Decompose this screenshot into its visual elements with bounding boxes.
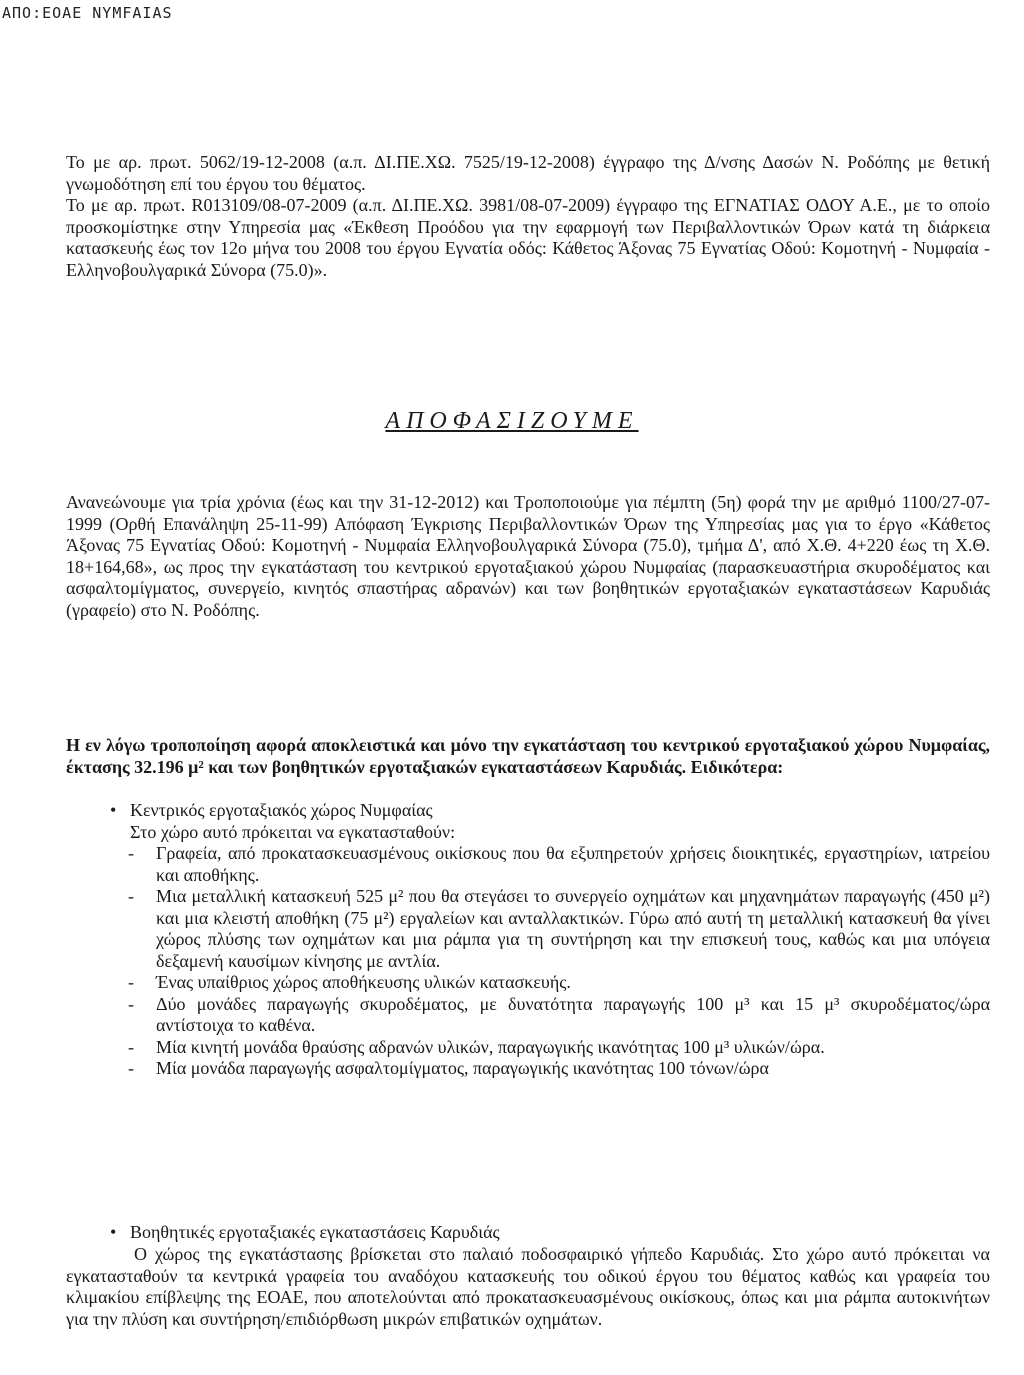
- intro-block: [66, 152, 990, 281]
- decision-block: [66, 492, 990, 621]
- list-item-text: Γραφεία, από προκατασκευασμένους οικίσκους που θα εξυπηρετούν χρήσεις διοικητικές, εργαστηρίων, ιατρείου και αποθήκης.: [156, 843, 990, 885]
- bullet-icon: •: [110, 800, 117, 820]
- fax-header: ΑΠΟ:ΕΟΑΕ NYMFAIAS: [2, 4, 173, 22]
- dash-icon: -: [128, 993, 134, 1014]
- list-item: [128, 1058, 990, 1080]
- list-item: [128, 1036, 990, 1059]
- list-item-text: Μια μεταλλική κατασκευή 525 μ² που θα στεγάσει το συνεργείο οχημάτων και μηχανημάτων παραγωγής (450 μ²) και μια κλειστή αποθήκη (75 μ²) εργαλείων και ανταλλακτικών. Γύρω από αυτή τη μεταλλική κατασκευή θα γίνει χώρος πλύσης των οχημάτων και μια ράμπα για τη συντήρηση και την επισκευή τους, καθώς και μια υπόγεια δεξαμενή καυσίμων κίνησης με αντλία.: [156, 886, 990, 971]
- intro-paragraph-2: Το με αρ. πρωτ. R013109/08-07-2009 (α.π. ΔΙ.ΠΕ.ΧΩ. 3981/08-07-2009) έγγραφο της ΕΓΝΑΤΙΑΣ ΟΔΟΥ Α.Ε., με το οποίο προσκομίστηκε στην Υπηρεσία μας «Έκθεση Προόδου για την εφαρμογή των Περιβαλλοντικών Όρων κατά τη διάρκεια κατασκευής έως τον 12ο μήνα του 2008 του έργου Εγνατία οδός: Κάθετος Άξονας 75 Εγνατίας Οδού: Κομοτηνή - Νυμφαία - Ελληνοβουλγαρικά Σύνορα (75.0)».: [66, 195, 990, 280]
- bullet-icon: •: [110, 1222, 117, 1242]
- list-item-text: Μία κινητή μονάδα θραύσης αδρανών υλικών, παραγωγικής ικανότητας 100 μ³ υλικών/ώρα.: [156, 1036, 825, 1057]
- section-karydia-text-block: [66, 1244, 990, 1330]
- list-item-text: Μία μονάδα παραγωγής ασφαλτομίγματος, παραγωγικής ικανότητας 100 τόνων/ώρα: [156, 1058, 769, 1078]
- dash-icon: -: [128, 886, 134, 906]
- section-nymfaia-heading-row: [110, 800, 990, 822]
- dash-icon: -: [128, 1036, 134, 1057]
- dash-icon: -: [128, 843, 134, 863]
- list-item: [128, 886, 990, 972]
- section-karydia: [110, 1222, 990, 1244]
- decision-paragraph: Ανανεώνουμε για τρία χρόνια (έως και την 31-12-2012) και Τροποποιούμε για πέμπτη (5η) φορά την με αριθμό 1100/27-07-1999 (Ορθή Επανάληψη 25-11-99) Απόφαση Έγκρισης Περιβαλλοντικών Όρων της Υπηρεσίας μας για το έργο «Κάθετος Άξονας 75 Εγνατίας Οδού: Κομοτηνή - Νυμφαία Ελληνοβουλγαρικά Σύνορα (75.0), τμήμα Δ', από Χ.Θ. 4+220 έως τη Χ.Θ. 18+164,68», ως προς την εγκατάσταση του κεντρικού εργοταξιακού χώρου Νυμφαίας (παρασκευαστήρια σκυροδέματος και ασφαλτομίγματος, συνεργείο, κινητός σπαστήρας αδρανών) και των βοηθητικών εργοταξιακών εγκαταστάσεων Καρυδιάς (γραφείο) στο Ν. Ροδόπης.: [66, 492, 990, 620]
- intro-paragraph-1: Το με αρ. πρωτ. 5062/19-12-2008 (α.π. ΔΙ.ΠΕ.ΧΩ. 7525/19-12-2008) έγγραφο της Δ/νσης Δασών Ν. Ροδόπης με θετική γνωμοδότηση επί του έργου του θέματος.: [66, 152, 990, 194]
- section-karydia-heading: Βοηθητικές εργοταξιακές εγκαταστάσεις Καρυδιάς: [130, 1222, 500, 1242]
- section-karydia-text: Ο χώρος της εγκατάστασης βρίσκεται στο παλαιό ποδοσφαιρικό γήπεδο Καρυδιάς. Στο χώρο αυτό πρόκειται να εγκατασταθούν τα κεντρικά γραφεία του αναδόχου κατασκευής του οδικού έργου του θέματος καθώς και γραφεία του κλιμακίου επίβλεψης της ΕΟΑΕ, που αποτελούνται από προκατασκευασμένους οικίσκους, όπως και μια ράμπα αυτοκινήτων για την πλύση και συντήρηση/επιδιόρθωση μικρών επιβατικών οχημάτων.: [66, 1244, 990, 1329]
- list-item: [128, 972, 990, 994]
- dash-icon: -: [128, 972, 134, 992]
- emphasis-paragraph: Η εν λόγω τροποποίηση αφορά αποκλειστικά και μόνο την εγκατάσταση του κεντρικού εργοταξιακού χώρου Νυμφαίας, έκτασης 32.196 μ² και των βοηθητικών εργοταξιακών εγκαταστάσεων Καρυδιάς. Ειδικότερα:: [66, 735, 990, 777]
- section-nymfaia: [110, 800, 990, 1080]
- section-nymfaia-intro: Στο χώρο αυτό πρόκειται να εγκατασταθούν:: [130, 821, 456, 842]
- dash-icon: -: [128, 1058, 134, 1078]
- list-item-text: Ένας υπαίθριος χώρος αποθήκευσης υλικών κατασκευής.: [156, 972, 571, 992]
- decision-title: ΑΠΟΦΑΣΙΖΟΥΜΕ: [385, 408, 639, 434]
- section-nymfaia-list: [110, 843, 990, 1080]
- section-nymfaia-heading: Κεντρικός εργοταξιακός χώρος Νυμφαίας: [130, 800, 433, 820]
- list-item-text: Δύο μονάδες παραγωγής σκυροδέματος, με δυνατότητα παραγωγής 100 μ³ και 15 μ³ σκυροδέματος/ώρα αντίστοιχα το καθένα.: [156, 993, 990, 1035]
- list-item: [128, 843, 990, 886]
- emphasis-block: [66, 735, 990, 778]
- section-karydia-heading-row: [110, 1222, 990, 1244]
- list-item: [128, 993, 990, 1037]
